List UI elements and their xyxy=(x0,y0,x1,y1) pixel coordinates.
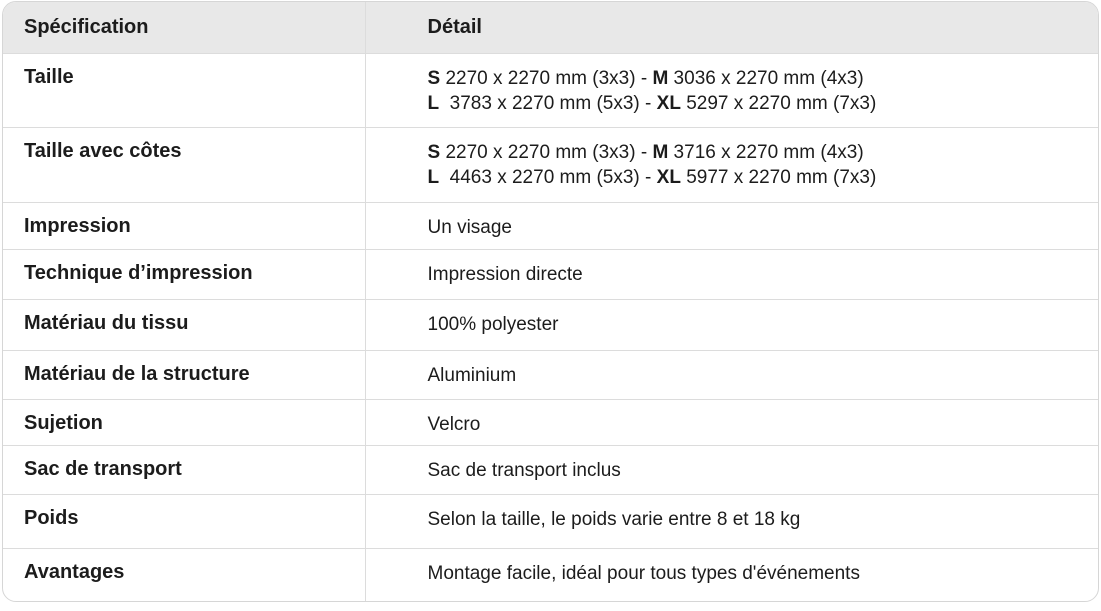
detail-line xyxy=(428,91,1099,116)
spec-detail: 100% polyester xyxy=(365,299,1098,350)
spec-detail xyxy=(365,127,1098,202)
spec-detail: Selon la taille, le poids varie entre 8 et 18 kg xyxy=(365,494,1098,548)
spec-name: Sujetion xyxy=(3,399,365,445)
spec-name: Taille xyxy=(3,53,365,127)
size-code: L xyxy=(427,166,440,188)
spec-detail: Aluminium xyxy=(365,350,1098,399)
size-value: 5977 x 2270 mm (7x3) xyxy=(680,166,877,188)
detail-line xyxy=(428,66,1099,91)
size-value: 5297 x 2270 mm (7x3) xyxy=(680,92,877,114)
spec-detail: Montage facile, idéal pour tous types d'événements xyxy=(427,562,860,584)
spec-name: Sac de transport xyxy=(3,445,365,494)
size-code: S xyxy=(427,67,441,89)
size-code: M xyxy=(652,141,669,163)
size-value: 2270 x 2270 mm (3x3) - xyxy=(440,141,653,163)
size-value: 3783 x 2270 mm (5x3) - xyxy=(439,92,657,114)
header-detail: Détail xyxy=(365,2,1098,53)
size-value: 3716 x 2270 mm (4x3) xyxy=(668,141,864,163)
spec-name: Technique d’impression xyxy=(3,249,365,299)
table-row xyxy=(3,494,1098,548)
size-value: 3036 x 2270 mm (4x3) xyxy=(668,67,864,89)
size-code: S xyxy=(427,141,441,163)
spec-detail: Velcro xyxy=(365,399,1098,445)
size-code: XL xyxy=(656,92,681,114)
detail-line xyxy=(428,165,1099,190)
spec-detail xyxy=(365,53,1098,127)
size-code: XL xyxy=(656,166,681,188)
table-row xyxy=(3,249,1098,299)
spec-detail: Un visage xyxy=(365,202,1098,249)
spec-name: Impression xyxy=(3,202,365,249)
spec-name: Taille avec côtes xyxy=(3,127,365,202)
size-value: 4463 x 2270 mm (5x3) - xyxy=(439,166,657,188)
table-row xyxy=(3,127,1098,202)
header-specification: Spécification xyxy=(3,2,365,53)
spec-name: Matériau du tissu xyxy=(3,299,365,350)
spec-table xyxy=(3,2,1098,602)
size-code: L xyxy=(427,92,440,114)
spec-detail: Sac de transport inclus xyxy=(365,445,1098,494)
size-value: 2270 x 2270 mm (3x3) - xyxy=(440,67,653,89)
table-row xyxy=(3,399,1098,445)
table-row xyxy=(3,299,1098,350)
spec-name: Matériau de la structure xyxy=(3,350,365,399)
table-row xyxy=(3,548,1098,602)
spec-name: Poids xyxy=(3,494,365,548)
detail-line xyxy=(428,140,1099,165)
spec-name: Avantages xyxy=(3,548,365,602)
table-row xyxy=(3,202,1098,249)
table-row xyxy=(3,53,1098,127)
spec-table-container xyxy=(2,1,1099,602)
size-code: M xyxy=(652,67,669,89)
table-header-row xyxy=(3,2,1098,53)
spec-detail: Impression directe xyxy=(365,249,1098,299)
table-row xyxy=(3,350,1098,399)
table-row xyxy=(3,445,1098,494)
